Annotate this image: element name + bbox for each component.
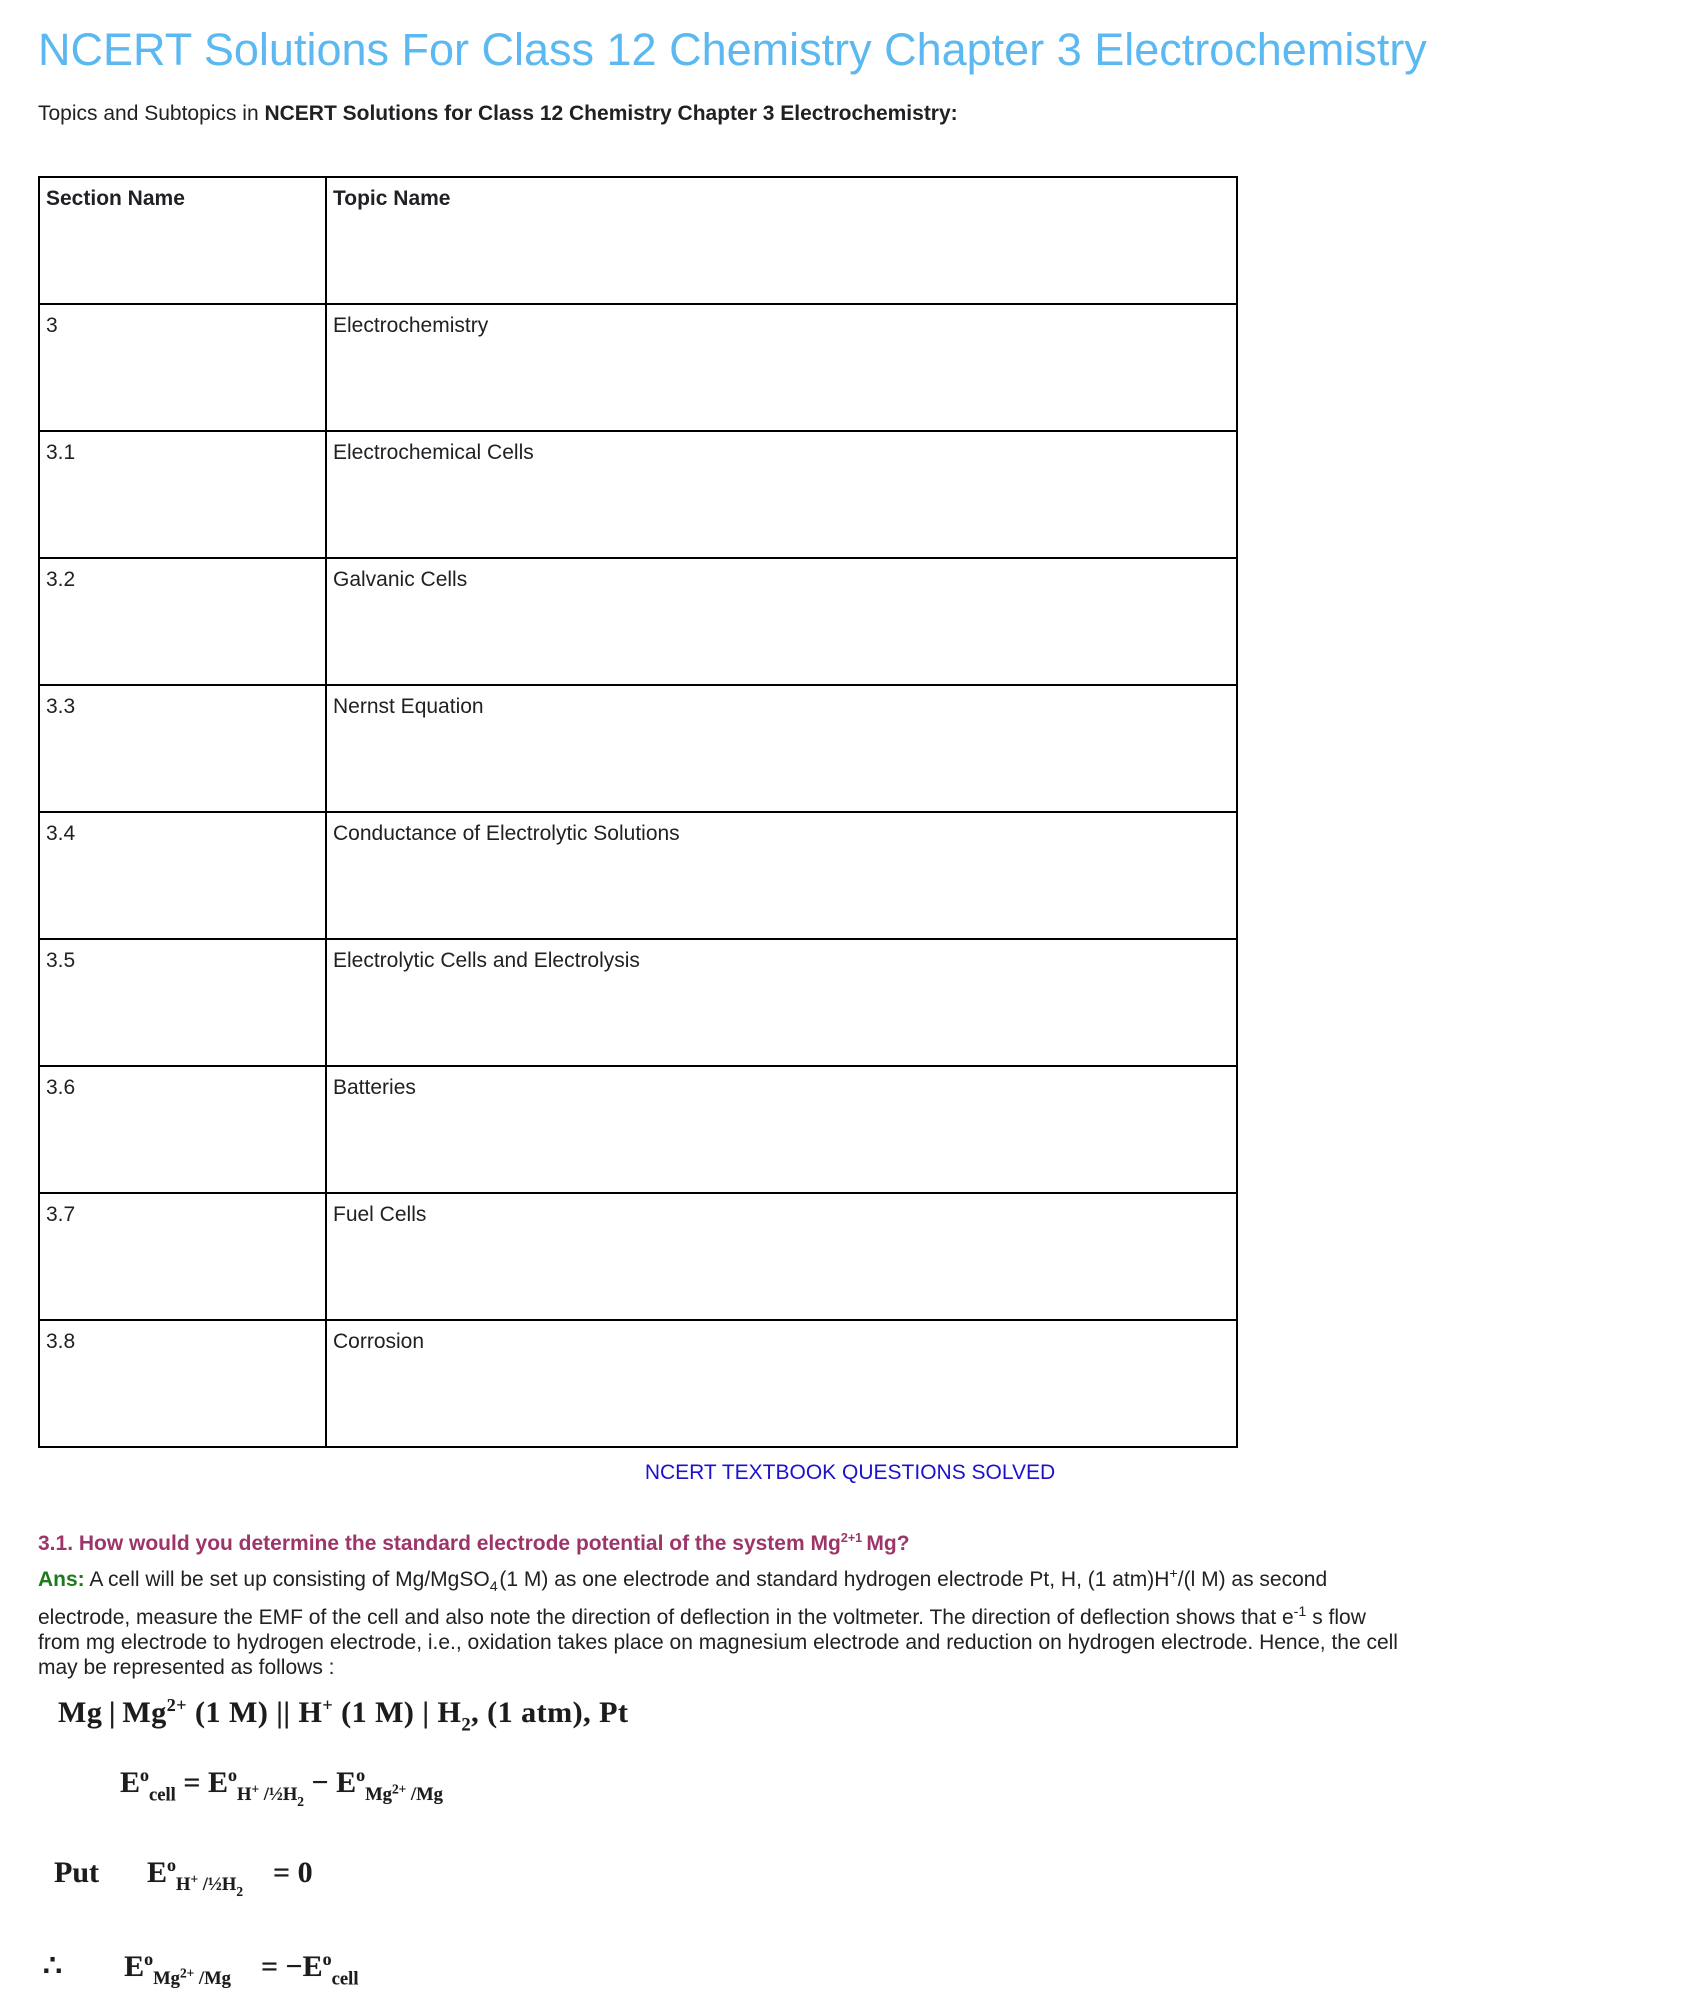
section-cell: 3.8 — [39, 1320, 326, 1447]
intro-bold-text: NCERT Solutions for Class 12 Chemistry Chapter 3 Electrochemistry: — [264, 101, 958, 125]
topic-cell: Conductance of Electrolytic Solutions — [326, 812, 1237, 939]
table-row — [39, 812, 1237, 939]
table-row — [39, 685, 1237, 812]
equation-block — [38, 1696, 1700, 1990]
cell-notation-equation: Mg | $Mg^{2+}$ (1 M) || H+ (1 M) | $H_2$, (1 atm), Pt — [58, 1694, 629, 1736]
conclusion-equation — [43, 1950, 1700, 1990]
section-cell: 3.3 — [39, 685, 326, 812]
table-row — [39, 558, 1237, 685]
table-row — [39, 1066, 1237, 1193]
solved-section-heading: NCERT TEXTBOOK QUESTIONS SOLVED — [644, 1460, 1056, 1484]
put-expression: $E^o_{H^+ /\frac{1}{2}H_2}$ — [147, 1854, 244, 1900]
column-header-topic-name: Topic Name — [326, 177, 1237, 304]
table-row — [39, 939, 1237, 1066]
section-cell: 3 — [39, 304, 326, 431]
table-row — [39, 304, 1237, 431]
section-cell: 3.6 — [39, 1066, 326, 1193]
put-equation — [54, 1856, 1700, 1900]
conclusion-lhs: $E^o_{Mg^{2+} /Mg}$ — [124, 1948, 231, 1990]
page-title: NCERT Solutions For Class 12 Chemistry Chapter 3 Electrochemistry — [38, 24, 1427, 75]
table-row — [39, 1320, 1237, 1447]
answer-3-1 — [38, 1562, 1700, 1680]
answer-text: A cell will be set up consisting of Mg/MgSO$_4$ (1 M) as one electrode and standard hydrogen electrode Pt, H, (1 atm)H+/(l M) as second electrode, measure the EMF of the cell and also note the direction of deflection in the voltmeter. The direction of deflection shows that $e^{-1}$ s flow from mg electrode to hydrogen electrode, i.e., oxidation takes place on magnesium electrode and reduction on hydrogen electrode. Hence, the cell may be represented as follows : — [38, 1565, 1398, 1679]
table-header-row — [39, 177, 1237, 304]
topic-cell: Corrosion — [326, 1320, 1237, 1447]
conclusion-rhs: = $-E^o_{cell}$ — [260, 1948, 359, 1990]
section-cell: 3.7 — [39, 1193, 326, 1320]
intro-prefix: Topics and Subtopics in — [38, 101, 265, 125]
section-cell: 3.4 — [39, 812, 326, 939]
table-row — [39, 431, 1237, 558]
topic-cell: Nernst Equation — [326, 685, 1237, 812]
intro-line — [38, 102, 1700, 126]
topic-cell: Electrochemical Cells — [326, 431, 1237, 558]
emf-equation: $E^o_{cell} = E^o_{H^+ /\frac{1}{2}H_2} - E^o_{Mg^{2+} /Mg}$ — [120, 1764, 443, 1810]
topics-table — [38, 176, 1238, 1448]
answer-label: Ans: — [38, 1567, 85, 1591]
column-header-section-name: Section Name — [39, 177, 326, 304]
section-cell: 3.5 — [39, 939, 326, 1066]
therefore-symbol: ∴ — [43, 1949, 63, 1983]
topic-cell: Electrolytic Cells and Electrolysis — [326, 939, 1237, 1066]
section-cell: 3.1 — [39, 431, 326, 558]
topic-cell: Fuel Cells — [326, 1193, 1237, 1320]
question-3-1: 3.1. How would you determine the standard electrode potential of the system $Mg^{2+1}$ Mg? — [38, 1530, 910, 1555]
topic-cell: Electrochemistry — [326, 304, 1237, 431]
put-rhs: = 0 — [273, 1855, 313, 1889]
section-cell: 3.2 — [39, 558, 326, 685]
topic-cell: Galvanic Cells — [326, 558, 1237, 685]
put-label: Put — [54, 1855, 99, 1889]
table-row — [39, 1193, 1237, 1320]
topic-cell: Batteries — [326, 1066, 1237, 1193]
